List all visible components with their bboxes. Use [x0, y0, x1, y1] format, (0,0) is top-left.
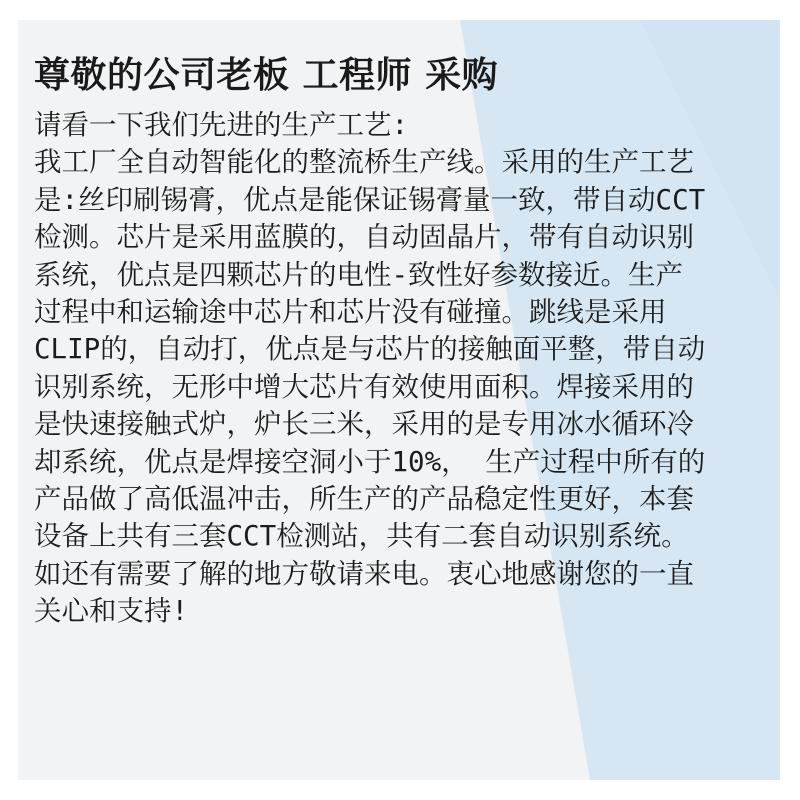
- body-line: 系统，优点是四颗芯片的电性-致性好参数接近。生产: [34, 258, 684, 291]
- page-title: 尊敬的公司老板 工程师 采购: [34, 55, 499, 96]
- body-line: 产品做了高低温冲击，所生产的产品稳定性更好，本套: [34, 482, 694, 515]
- body-line: 检测。芯片是采用蓝膜的，自动固晶片，带有自动识别: [34, 221, 694, 254]
- body-line: 是:丝印刷锡膏，优点是能保证锡膏量一致，带自动CCT: [34, 183, 706, 216]
- document-body: [34, 107, 774, 630]
- body-line: 设备上共有三套CCT检测站，共有二套自动识别系统。: [34, 520, 689, 553]
- body-line: 识别系统，无形中增大芯片有效使用面积。焊接采用的: [34, 370, 694, 403]
- body-line: 如还有需要了解的地方敬请来电。衷心地感谢您的一直: [34, 557, 694, 590]
- body-line: 是快速接触式炉，炉长三米，采用的是专用冰水循环冷: [34, 408, 694, 441]
- body-line: CLIP的，自动打，优点是与芯片的接触面平整，带自动: [34, 333, 706, 366]
- body-line: 过程中和运输途中芯片和芯片没有碰撞。跳线是采用: [34, 295, 667, 328]
- body-line: 关心和支持!: [34, 595, 189, 628]
- document-content: [34, 48, 774, 630]
- body-line: 请看一下我们先进的生产工艺:: [34, 109, 409, 141]
- body-line: 却系统，优点是焊接空洞小于10%， 生产过程中所有的: [34, 445, 706, 478]
- body-line: 我工厂全自动智能化的整流桥生产线。采用的生产工艺: [34, 146, 694, 179]
